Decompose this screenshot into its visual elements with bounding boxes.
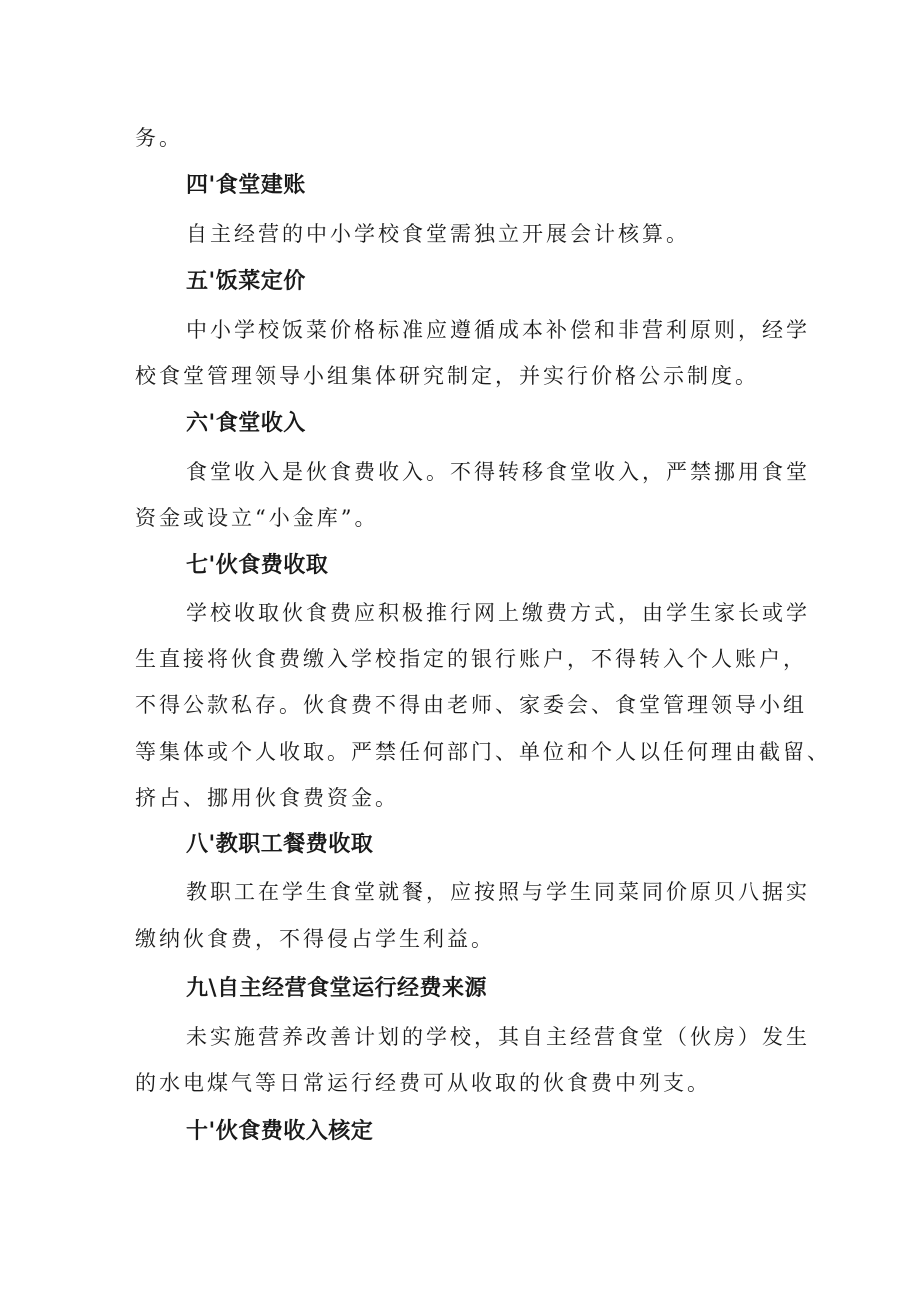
paragraph-line: 食堂收入是伙食费收入。不得转移食堂收入，严禁挪用食堂 xyxy=(186,460,810,484)
paragraph-line: 生直接将伙食费缴入学校指定的银行账户，不得转入个人账户， xyxy=(135,647,807,671)
section-heading-6: 六'食堂收入 xyxy=(186,411,306,436)
paragraph-line: 资金或设立“小金库”。 xyxy=(135,506,379,530)
paragraph-line: 学校收取伙食费应积极推行网上缴费方式，由学生家长或学 xyxy=(186,601,810,625)
section-heading-8: 八'教职工餐费收取 xyxy=(186,832,374,857)
paragraph-line: 未实施营养改善计划的学校，其自主经营食堂（伙房）发生 xyxy=(186,1025,810,1049)
paragraph-line: 教职工在学生食堂就餐，应按照与学生同菜同价原贝八据实 xyxy=(186,880,810,904)
paragraph-line: 务。 xyxy=(135,126,183,150)
paragraph-line: 自主经营的中小学校食堂需独立开展会计核算。 xyxy=(186,222,690,246)
paragraph-line: 挤占、挪用伙食费资金。 xyxy=(135,786,399,810)
section-heading-5: 五'饭菜定价 xyxy=(186,269,306,294)
paragraph-line: 不得公款私存。伙食费不得由老师、家委会、食堂管理领导小组 xyxy=(135,693,807,717)
section-heading-9: 九\自主经营食堂运行经费来源 xyxy=(186,976,488,1001)
section-heading-7: 七'伙食费收取 xyxy=(186,553,329,578)
paragraph-line: 的水电煤气等日常运行经费可从收取的伙食费中列支。 xyxy=(135,1071,711,1095)
paragraph-line: 等集体或个人收取。严禁任何部门、单位和个人以任何理由截留、 xyxy=(135,740,831,764)
paragraph-line: 校食堂管理领导小组集体研究制定，并实行价格公示制度。 xyxy=(135,364,759,388)
section-heading-10: 十'伙食费收入核定 xyxy=(186,1119,374,1144)
paragraph-line: 缴纳伙食费，不得侵占学生利益。 xyxy=(135,927,495,951)
paragraph-line: 中小学校饭菜价格标准应遵循成本补偿和非营利原则，经学 xyxy=(186,318,810,342)
section-heading-4: 四'食堂建账 xyxy=(186,173,306,198)
